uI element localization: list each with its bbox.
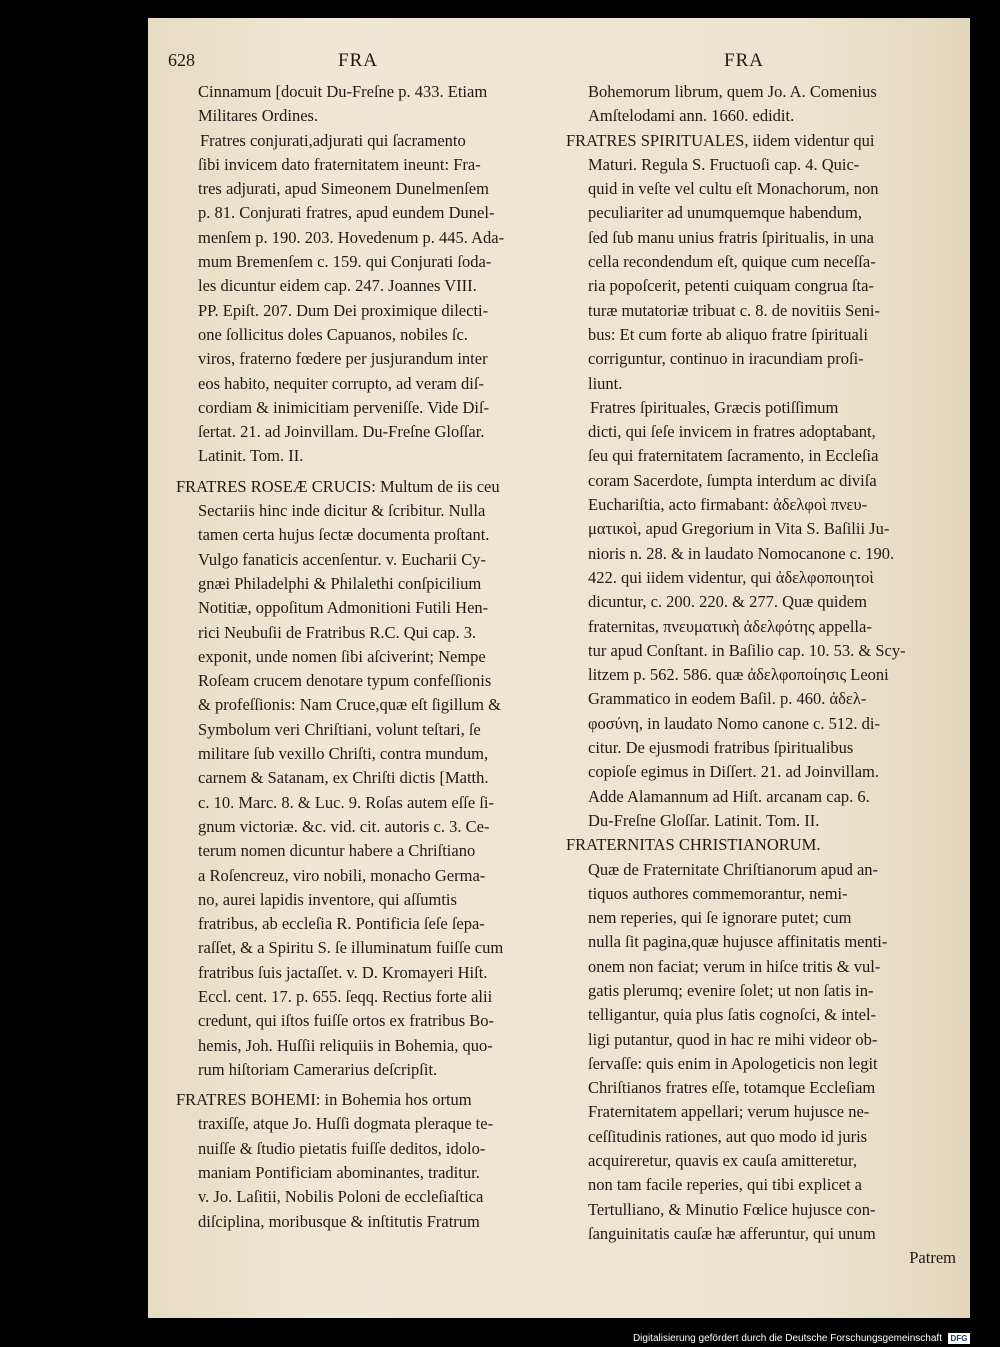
text-line: ſed ſub manu unius fratris ſpiritualis, in una [588,227,874,247]
text-line: exponit, unde nomen ſibi aſciverint; Nempe [198,646,486,666]
text-line: dicti, qui ſeſe invicem in fratres adoptabant, [588,422,876,442]
page-number: 628 [168,50,195,70]
text-line: Euchariſtia, acto firmabant: ἀδελφοὶ πνευ- [588,495,868,515]
text-line: les dicuntur eidem cap. 247. Joannes VIII. [198,276,477,296]
text-line: coram Sacerdote, ſumpta interdum ac diviſa [588,470,877,490]
text-line: ſertat. 21. ad Joinvillam. Du-Freſne Gloſſar. [198,422,485,442]
text-line: PP. Epiſt. 207. Dum Dei proximique dilecti- [198,300,489,320]
text-line: rum hiſtoriam Camerarius deſcripſit. [198,1059,438,1079]
text-line: Militares Ordines. [198,106,319,126]
text-line: copioſe egimus in Diſſert. 21. ad Joinvillam. [588,762,879,782]
text-line: citur. De ejusmodi fratribus ſpiritualibus [588,738,854,758]
text-line: Maturi. Regula S. Fructuoſi cap. 4. Quic- [588,154,860,174]
text-line: dicuntur, c. 200. 220. & 277. Quæ quidem [588,592,867,612]
running-head-right: FRA [724,50,764,71]
text-line: nem reperies, qui ſe ignorare putet; cum [588,908,852,928]
text-line: Cinnamum [docuit Du-Freſne p. 433. Etiam [198,82,488,101]
text-line: no, aurei lapidis inventore, qui aſſumtis [198,889,457,909]
text-line: hemis, Joh. Huſſii reliquiis in Bohemia, quo- [198,1035,493,1055]
text-line: ſeu qui fraternitatem ſacramento, in Eccleſia [588,446,879,466]
text-line: FRATRES SPIRITUALES, iidem videntur qui [566,130,875,150]
text-line: liunt. [588,373,623,393]
text-line: gnum victoriæ. &c. vid. cit. autoris c. 3. Ce- [198,816,490,836]
text-line: ligi putantur, quod in hac re mihi videor ob- [588,1029,878,1049]
text-line: Latinit. Tom. II. [198,446,304,466]
text-line: p. 81. Conjurati fratres, apud eundem Dunel- [198,203,495,223]
text-line: φοσύνη, in laudato Nomo canone c. 512. di- [588,713,880,733]
text-line: rici Neubuſii de Fratribus R.C. Qui cap. 3. [198,622,477,642]
text-line: Tertulliano, & Minutio Fœlice hujusce con- [588,1199,876,1219]
text-line: corriguntur, continuo in iracundiam proſi- [588,349,864,369]
text-line: telligantur, quia plus ſatis cognoſci, & intel- [588,1005,877,1025]
text-line: eos habito, nequiter corrupto, ad veram diſ- [198,373,484,393]
text-line: gnæi Philadelphi & Philalethi conſpicilium [198,573,482,593]
text-line: Vulgo fanaticis accenſentur. v. Eucharii Cy- [198,549,486,569]
text-line: quid in veſte vel cultu eſt Monachorum, non [588,179,879,199]
text-line: FRATRES ROSEÆ CRUCIS: Multum de iis ceu [176,476,500,496]
text-line: Fratres conjurati,adjurati qui ſacramento [200,130,466,150]
text-line: Adde Alamannum ad Hiſt. arcanam cap. 6. [588,786,870,806]
text-line: tur apud Conſtant. in Baſilio cap. 10. 53. & Scy- [588,640,906,660]
digitization-footer [600,1331,970,1345]
text-line: nioris n. 28. & in laudato Nomocanone c. 190. [588,543,895,563]
text-line: terum nomen dicuntur habere a Chriſtiano [198,841,476,861]
text-line: traxiſſe, atque Jo. Huſſi dogmata pleraque te- [198,1114,494,1134]
text-line: carnem & Satanam, ex Chriſti dictis [Matth. [198,768,489,788]
text-line: Eccl. cent. 17. p. 655. ſeqq. Rectius forte alii [198,986,493,1006]
text-line: Roſeam crucem denotare typum confeſſionis [198,671,492,691]
text-line: credunt, qui iſtos fuiſſe ortos ex fratribus Bo- [198,1011,495,1031]
text-line: diſciplina, moribusque & inſtitutis Fratrum [198,1211,480,1231]
text-line: non tam facile reperies, qui tibi explicet a [588,1175,862,1195]
text-column-left [176,80,548,1234]
text-line: Quæ de Fraternitate Chriſtianorum apud an- [588,859,879,879]
text-line: litzem p. 562. 586. quæ ἀδελφοποίησις Leoni [588,665,889,685]
text-line: cella recondendum eſt, quique cum neceſſa- [588,252,876,272]
text-line: Fratres ſpirituales, Græcis potiſſimum [590,397,839,417]
text-line: FRATRES BOHEMI: in Bohemia hos ortum [176,1090,472,1110]
text-line: nuiſſe & ſtudio pietatis fuiſſe deditos, idolo- [198,1138,486,1158]
text-line: v. Jo. Laſitii, Nobilis Poloni de eccleſiaſtica [198,1187,484,1207]
text-line: Notitiæ, oppoſitum Admonitioni Futili Hen- [198,598,489,618]
text-line: Fraternitatem appellari; verum hujusce ne- [588,1102,870,1122]
text-line: cordiam & inimicitiam perveniſſe. Vide Diſ- [198,397,490,417]
text-line: Sectariis hinc inde dicitur & ſcribitur. Nulla [198,501,486,521]
text-line: Patrem [909,1248,956,1268]
text-line: nulla ſit pagina,quæ hujusce affinitatis menti- [588,932,888,952]
text-line: Bohemorum librum, quem Jo. A. Comenius [588,82,877,101]
text-line: gatis plerumq; evenire ſolet; ut non ſatis in- [588,980,874,1000]
text-line: peculiariter ad unumquemque habendum, [588,203,862,223]
text-line: viros, fraterno fœdere per jusjurandum inter [198,349,488,369]
text-line: maniam Pontificiam abominantes, traditur. [198,1163,480,1183]
text-line: Symbolum veri Chriſtiani, volunt teſtari, ſe [198,719,481,739]
text-line: ceſſitudinis rationes, aut quo modo id juris [588,1126,868,1146]
text-line: ſanguinitatis cauſæ hæ afferuntur, qui unum [588,1223,876,1243]
text-line: tamen certa hujus ſectæ documenta proſtant. [198,525,490,545]
text-line: turæ mutatoriæ tribuat c. 8. de novitiis Seni- [588,300,880,320]
text-line: ria popoſcerit, petenti cuiquam congrua ſta- [588,276,874,296]
dfg-logo: DFG [948,1333,970,1344]
text-line: onem non faciat; verum in hiſce tritis & vul- [588,956,881,976]
running-head-left: FRA [338,50,378,71]
text-line: one ſollicitus doles Capuanos, nobiles ſc. [198,324,468,344]
text-line: tres adjurati, apud Simeonem Dunelmenſem [198,179,489,199]
text-line: 422. qui iidem videntur, qui ἀδελφοποιητοὶ [588,567,874,587]
text-line: ſibi invicem dato fraternitatem ineunt: Fra- [198,154,481,174]
text-line: fratribus, ab eccleſia R. Pontificia ſeſe ſepa- [198,914,485,934]
funding-credit: Digitalisierung gefördert durch die Deutsche Forschungsgemeinschaft [632,1332,942,1344]
text-line: & profeſſionis: Nam Cruce,quæ eſt ſigillum & [198,695,501,715]
text-line: c. 10. Marc. 8. & Luc. 9. Roſas autem eſſe ſi- [198,792,495,812]
text-column-right [566,80,956,1271]
text-line: a Roſencreuz, viro nobili, monacho Germa- [198,865,486,885]
text-line: ſervaſſe: quis enim in Apologeticis non legit [588,1053,878,1073]
text-line: tiquos authores commemorantur, nemi- [588,883,848,903]
text-line: militare ſub vexillo Chriſti, contra mundum, [198,744,489,764]
text-line: Amſtelodami ann. 1660. edidit. [588,106,795,126]
text-line: ματικοὶ, apud Gregorium in Vita S. Baſilii Ju- [588,519,890,539]
text-line: FRATERNITAS CHRISTIANORUM. [566,835,821,855]
text-line: mum Bremenſem c. 159. qui Conjurati ſoda- [198,252,492,272]
text-line: fratribus ſuis jactaſſet. v. D. Kromayeri Hiſt. [198,962,488,982]
text-line: Chriſtianos fratres eſſe, totamque Eccleſiam [588,1078,876,1098]
text-line: fraternitas, πνευματικὴ ἀδελφότης appella- [588,616,872,636]
text-line: bus: Et cum forte ab aliquo fratre ſpirituali [588,324,868,344]
text-line: raſſet, & a Spiritu S. ſe illuminatum fuiſſe cum [198,938,504,958]
text-line: acquireretur, quavis ex cauſa amitteretur, [588,1151,857,1171]
text-line: Du-Freſne Gloſſar. Latinit. Tom. II. [588,810,820,830]
text-line: menſem p. 190. 203. Hovedenum p. 445. Ada- [198,227,505,247]
text-line: Grammatico in eodem Baſil. p. 460. ἀδελ- [588,689,867,709]
